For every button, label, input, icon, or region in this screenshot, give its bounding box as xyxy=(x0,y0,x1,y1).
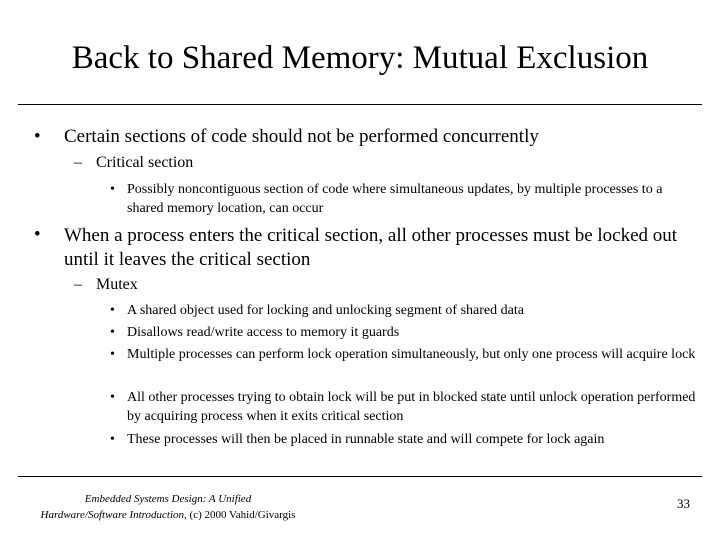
bullet-text: When a process enters the critical section, all other processes must be locked out until it leaves the critical section xyxy=(64,225,678,270)
sub-bullet-critical-section xyxy=(74,153,694,173)
detail-text: Multiple processes can perform lock operation simultaneously, but only one process will acquire lock xyxy=(127,347,696,362)
footer-divider xyxy=(18,476,702,477)
bullet-marker: • xyxy=(34,126,41,147)
sub-bullet-text: Critical section xyxy=(96,154,194,171)
bullet-text: Certain sections of code should not be performed concurrently xyxy=(64,126,539,147)
detail-item xyxy=(110,388,700,426)
bullet-marker: • xyxy=(110,182,115,197)
bullet-marker: • xyxy=(110,347,115,362)
slide-title: Back to Shared Memory: Mutual Exclusion xyxy=(71,40,649,76)
dash-marker: – xyxy=(74,154,82,171)
bullet-marker: • xyxy=(110,390,115,405)
bullet-item-1 xyxy=(34,126,694,148)
detail-item xyxy=(110,301,700,320)
detail-item xyxy=(110,345,700,364)
detail-item xyxy=(110,323,700,342)
detail-item xyxy=(110,430,700,449)
dash-marker: – xyxy=(74,276,82,293)
detail-text: Possibly noncontiguous section of code where simultaneous updates, by multiple processes to a shared memory location, can occur xyxy=(127,182,663,216)
sub-bullet-mutex xyxy=(74,275,694,295)
bullet-marker: • xyxy=(110,303,115,318)
footer-line-2 xyxy=(18,507,318,523)
detail-text: Disallows read/write access to memory it guards xyxy=(127,325,400,340)
footer-book-title: Hardware/Software Introduction, xyxy=(40,509,187,521)
footer-line-1: Embedded Systems Design: A Unified xyxy=(84,493,252,505)
bullet-marker: • xyxy=(34,224,41,245)
bullet-item-2 xyxy=(34,224,694,272)
detail-text: These processes will then be placed in runnable state and will compete for lock again xyxy=(127,432,605,447)
footer-citation xyxy=(18,491,318,523)
bullet-marker: • xyxy=(110,432,115,447)
sub-bullet-text: Mutex xyxy=(96,276,138,293)
title-divider xyxy=(18,104,702,105)
detail-text: A shared object used for locking and unlocking segment of shared data xyxy=(127,303,524,318)
bullet-marker: • xyxy=(110,325,115,340)
page-number: 33 xyxy=(677,496,690,511)
detail-text: All other processes trying to obtain lock will be put in blocked state until unlock operation performed by acquiring process when it exits critical section xyxy=(127,390,696,424)
footer-copyright: (c) 2000 Vahid/Givargis xyxy=(186,509,296,521)
detail-item xyxy=(110,180,700,218)
